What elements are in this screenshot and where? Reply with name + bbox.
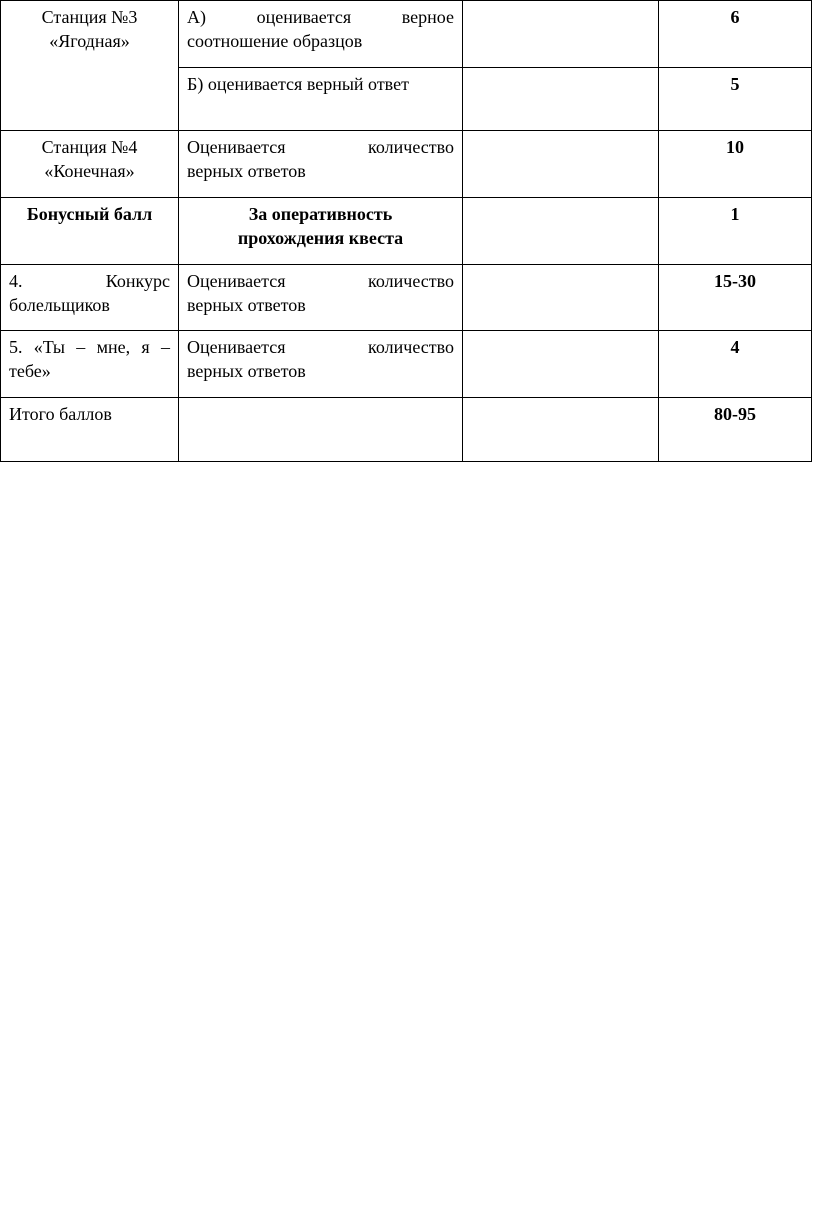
- criterion-line: Оценивается количество: [187, 337, 454, 357]
- station-name-cell: [1, 131, 179, 198]
- criterion-line: Оценивается количество: [187, 137, 454, 157]
- criterion-cell: [179, 331, 463, 398]
- points-cell: 6: [659, 1, 812, 68]
- criterion-line: Оценивается количество: [187, 271, 454, 291]
- empty-cell: [463, 331, 659, 398]
- criterion-line: А) оценивается верное: [187, 7, 454, 27]
- criterion-line: соотношение образцов: [187, 31, 363, 51]
- table-row: [1, 331, 812, 398]
- bonus-name-cell: Бонусный балл: [1, 198, 179, 265]
- table-row: [1, 398, 812, 462]
- table-row: [1, 265, 812, 331]
- station-name-line: Станция №3: [41, 7, 138, 27]
- table-row: [1, 198, 812, 265]
- scoring-table: [0, 0, 812, 462]
- station-name-cell: [1, 1, 179, 131]
- table-row: [1, 1, 812, 68]
- criterion-cell: [179, 265, 463, 331]
- criterion-line: За оперативность: [248, 204, 393, 224]
- station-name-line: Станция №4: [41, 137, 138, 157]
- contest-name-cell: [1, 265, 179, 331]
- criterion-cell: [179, 1, 463, 68]
- contest-name-line: тебе»: [9, 361, 51, 381]
- contest-name-line: 5. «Ты – мне, я –: [9, 337, 170, 357]
- empty-cell: [463, 265, 659, 331]
- station-name-line: «Конечная»: [44, 161, 135, 181]
- empty-cell: [463, 398, 659, 462]
- criterion-cell: [179, 198, 463, 265]
- total-points-cell: 80-95: [659, 398, 812, 462]
- station-name-line: «Ягодная»: [49, 31, 130, 51]
- criterion-line: верных ответов: [187, 295, 306, 315]
- criterion-cell: [179, 68, 463, 131]
- criterion-line: верных ответов: [187, 361, 306, 381]
- criterion-line: верных ответов: [187, 161, 306, 181]
- empty-cell: [463, 131, 659, 198]
- empty-cell: [463, 1, 659, 68]
- points-cell: 4: [659, 331, 812, 398]
- criterion-line: Б) оценивается верный ответ: [187, 74, 409, 94]
- contest-name-cell: [1, 331, 179, 398]
- criterion-cell: [179, 131, 463, 198]
- empty-cell: [463, 68, 659, 131]
- contest-name-line: болельщиков: [9, 295, 110, 315]
- contest-name-line: 4. Конкурс: [9, 271, 170, 291]
- points-cell: 15-30: [659, 265, 812, 331]
- empty-cell: [179, 398, 463, 462]
- empty-cell: [463, 198, 659, 265]
- table-row: [1, 131, 812, 198]
- total-label-cell: Итого баллов: [1, 398, 179, 462]
- points-cell: 1: [659, 198, 812, 265]
- criterion-line: прохождения квеста: [237, 228, 404, 248]
- points-cell: 5: [659, 68, 812, 131]
- points-cell: 10: [659, 131, 812, 198]
